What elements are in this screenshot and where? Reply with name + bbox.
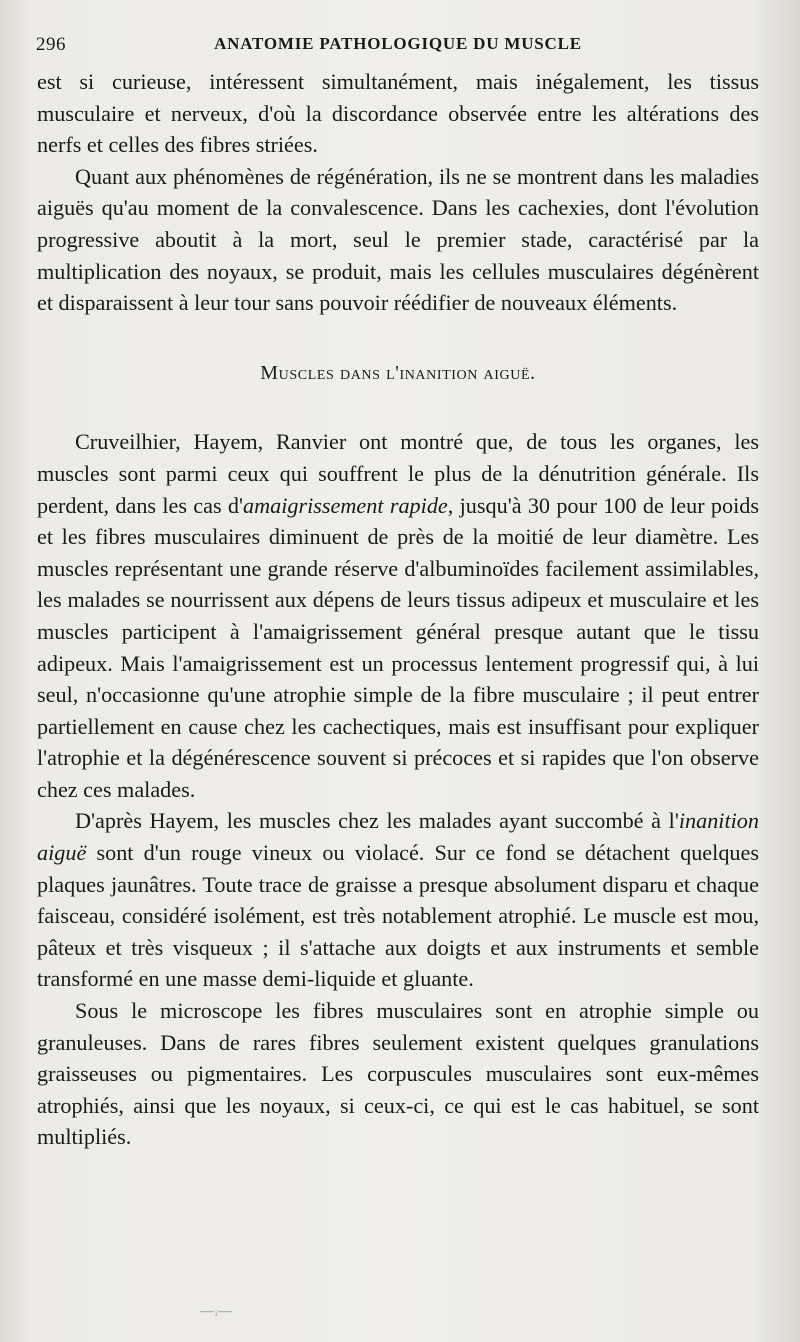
section-heading-text: Muscles dans l'inanition aiguë. bbox=[260, 361, 536, 384]
paragraph-cruveilhier bbox=[37, 426, 759, 805]
paragraph-text: sont d'un rouge vineux ou violacé. Sur ce fond se détachent quelques plaques jaunâtres. Toute trace de graisse a presque absolument disparu et chaque faisceau, considéré isolément, est très notablement atrophié. Le muscle est mou, pâteux et très visqueux ; il s'attache aux doigts et aux instruments et semble transformé en une masse demi-liquide et gluante. bbox=[37, 840, 759, 992]
paragraph-continuation: est si curieuse, intéressent simultanément, mais inégalement, les tissus musculaire et nerveux, d'où la discordance observée entre les altérations des nerfs et celles des fibres striées. bbox=[37, 69, 759, 158]
running-head: ANATOMIE PATHOLOGIQUE DU MUSCLE bbox=[214, 34, 582, 53]
page-header bbox=[36, 34, 760, 60]
paragraph-text: D'après Hayem, les muscles chez les malades ayant succombé à l' bbox=[75, 808, 679, 834]
italic-term: inanition aiguë bbox=[37, 808, 759, 866]
paragraph-regeneration: Quant aux phénomènes de régénération, ils ne se montrent dans les maladies aiguës qu'au moment de la convalescence. Dans les cachexies, dont l'évolution progressive aboutit à la mort, seul le premier stade, caractérisé par la multiplication des noyaux, se produit, mais les cellules musculaires dégénèrent et disparaissent à leur tour sans pouvoir réédifier de nouveaux éléments. bbox=[37, 163, 759, 316]
body-text bbox=[37, 66, 759, 1153]
paragraph-microscope: Sous le microscope les fibres musculaires sont en atrophie simple ou granuleuses. Dans de rares fibres seulement existent quelques granulations graisseuses ou pigmentaires. Les corpuscules musculaires sont eux-mêmes atrophiés, ainsi que les noyaux, si ceux-ci, ce qui est le cas habituel, se sont multipliés. bbox=[37, 998, 759, 1150]
paragraph-hayem bbox=[37, 805, 759, 995]
italic-term: amaigrissement rapide bbox=[243, 492, 448, 518]
paragraph-text: , jusqu'à 30 pour 100 de leur poids et les fibres musculaires diminuent de près de la moitié de leur diamètre. Les muscles représentant une grande réserve d'albuminoïdes facilement assimilables, les malades se nourrissent aux dépens de leurs tissus adipeux et musculaire et les muscles participent à l'amaigrissement général presque autant que le tissu adipeux. Mais l'amaigrissement est un processus lentement progressif qui, à lui seul, n'occasionne qu'une atrophie simple de la fibre musculaire ; il peut entrer partiellement en cause chez les cachectiques, mais est insuffisant pour expliquer l'atrophie et la dégénérescence souvent si précoces et si rapides que l'on observe chez ces malades. bbox=[37, 492, 759, 802]
paragraph-text: Cruveilhier, Hayem, Ranvier ont montré que, de tous les organes, les muscles sont parmi ceux qui souffrent le plus de la dénutrition générale. Ils perdent, dans les cas d' bbox=[37, 429, 759, 518]
section-heading bbox=[37, 358, 759, 390]
page-number: 296 bbox=[36, 34, 66, 55]
footer-mark: —ᵢ— bbox=[200, 1304, 234, 1319]
